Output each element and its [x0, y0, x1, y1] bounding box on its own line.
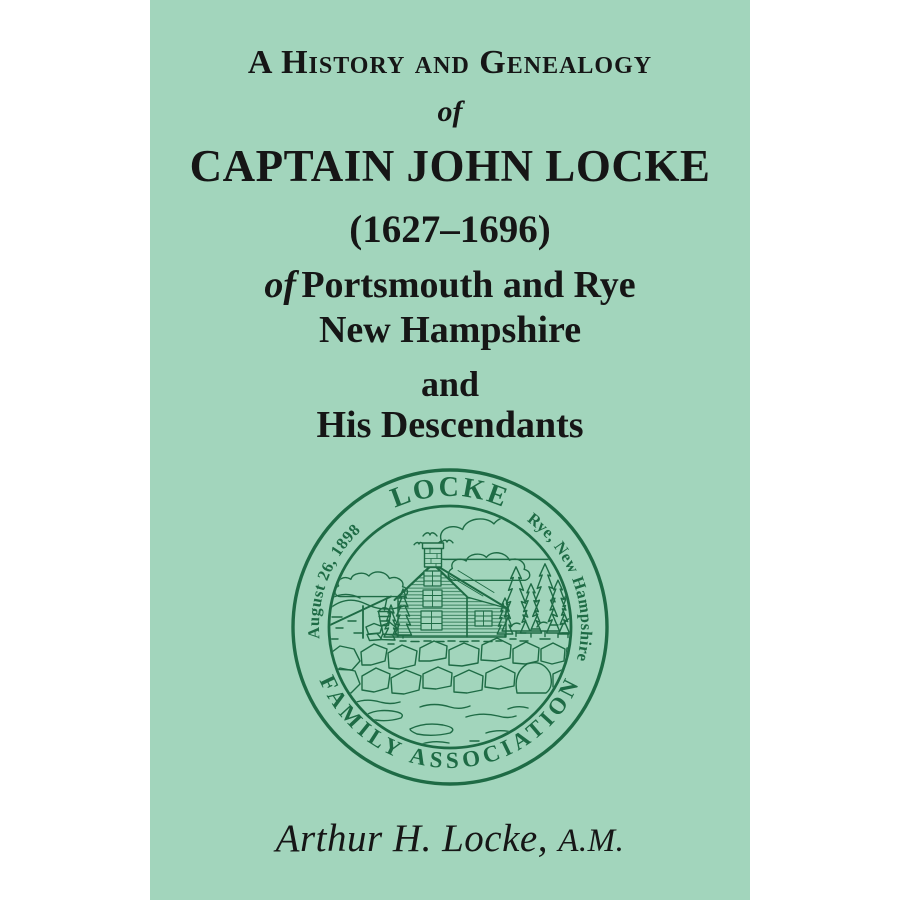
well-stones [366, 623, 396, 641]
title-and: and [420, 364, 480, 404]
author-line [150, 817, 750, 863]
title-years: (1627–1696) [349, 208, 551, 251]
author-degree: A.M. [558, 823, 625, 859]
book-cover [150, 0, 750, 900]
boulders-illustration [328, 638, 580, 694]
hills-illustration [328, 594, 404, 639]
title-captain-john-locke: CAPTAIN JOHN LOCKE [189, 141, 711, 191]
ground-dashes [388, 639, 516, 644]
house-chimney [423, 543, 444, 567]
title-places-text: Portsmouth and Rye [301, 264, 636, 306]
seal-text-rye: Rye, New Hampshire [524, 508, 597, 664]
author-name: Arthur H. Locke, [275, 817, 548, 860]
homestead-house-illustration [388, 543, 516, 644]
title-descendants: His Descendants [316, 404, 584, 446]
title-state: New Hampshire [318, 309, 582, 351]
seal-text-date: August 26, 1898 [303, 519, 364, 640]
title-places [150, 264, 750, 307]
title-line-history: A History and Genealogy [247, 44, 653, 81]
seal-text-family-association: FAMILY ASSOCIATION [314, 671, 586, 774]
locke-family-association-seal [270, 447, 630, 807]
seal-text-locke: LOCKE [386, 471, 514, 515]
title-of-2: of [264, 264, 296, 306]
title-of: of [437, 95, 463, 128]
